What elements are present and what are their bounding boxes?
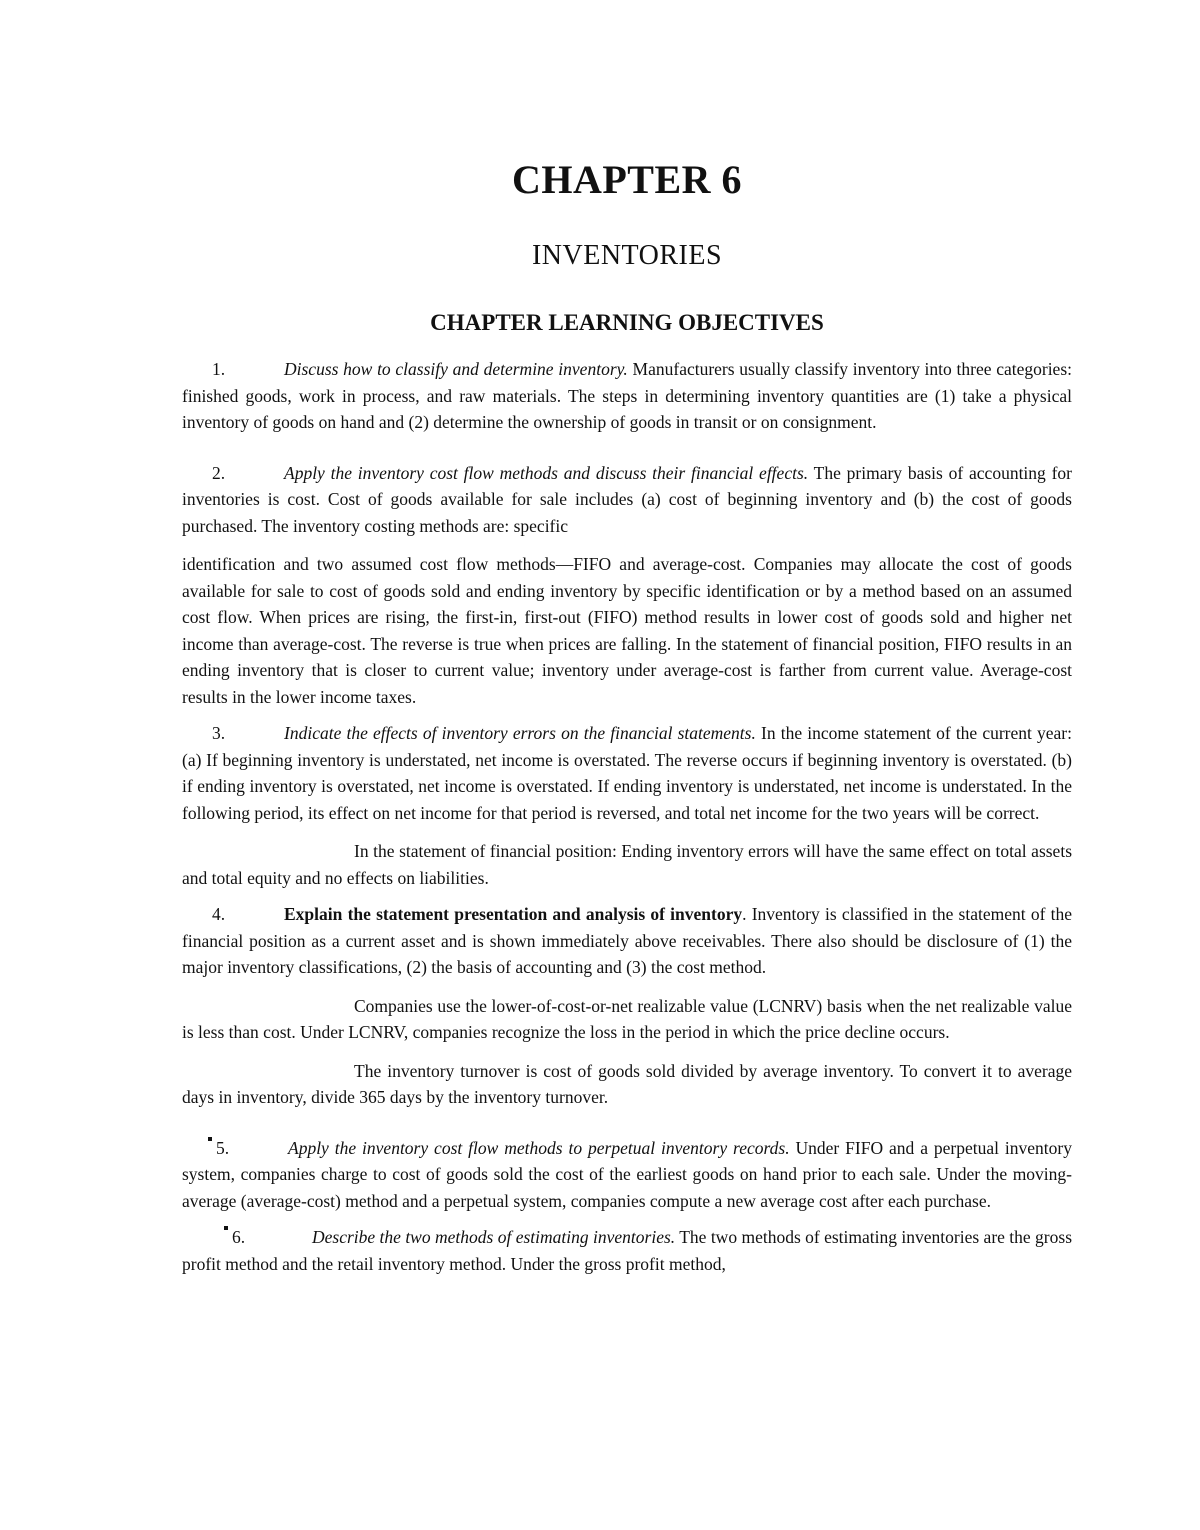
- objective-4-extra: Companies use the lower-of-cost-or-net realizable value (LCNRV) basis when the net realizable value is less than cost. Under LCNRV, companies recognize the loss in the period in which the price decline occurs.: [182, 995, 1072, 1042]
- objective-4: [182, 901, 1072, 981]
- objective-number: [182, 1224, 312, 1251]
- objective-4-extra-2: The inventory turnover is cost of goods sold divided by average inventory. To convert it to average days in inventory, divide 365 days by the inventory turnover.: [182, 1060, 1072, 1107]
- objective-lead: Apply the inventory cost flow methods to perpetual inventory records.: [288, 1137, 790, 1158]
- objective-3-extra: In the statement of financial position: Ending inventory errors will have the same effect on total assets and total equity and no effects on liabilities.: [182, 841, 1072, 888]
- objective-lead: Describe the two methods of estimating inventories.: [312, 1227, 676, 1247]
- objective-5: [182, 1135, 1072, 1215]
- objective-1: [182, 356, 1072, 436]
- objective-body: Manufacturers usually classify inventory into three categories: finished goods, work in process, and raw materials. The steps in determining inventory quantities are (1) take a physical inventory of goods on hand and (2) determine the ownership of goods in transit or on consignment.: [182, 359, 1072, 432]
- objective-2: [182, 460, 1072, 540]
- objective-lead: Discuss how to classify and determine inventory.: [284, 359, 628, 379]
- document-page: [182, 150, 1072, 1277]
- objective-body: The primary basis of accounting for inventories is cost. Cost of goods available for sale includes (a) cost of beginning inventory and (b) the cost of goods purchased. The inventory costing methods are: specific: [182, 462, 1073, 536]
- objective-body: . Inventory is classified in the statement of the financial position as a current asset and is shown immediately above receivables. There also should be disclosure of (1) the major inventory classifications, (2) the basis of accounting and (3) the cost method.: [182, 904, 1072, 977]
- objective-number: 4.: [212, 904, 226, 924]
- objective-6: [182, 1224, 1072, 1277]
- objective-number-text: 6.: [232, 1227, 246, 1247]
- bullet-marker-icon: [208, 1137, 212, 1141]
- objective-body: In the income statement of the current year: (a) If beginning inventory is understated, net income is overstated. The reverse occurs if beginning inventory is overstated. (b) if ending inventory is overstated, net income is overstated. If ending inventory is understated, net income is understated. In the following period, its effect on net income for that period is reversed, and total net income for the two years will be correct.: [182, 723, 1073, 823]
- objective-number: [182, 1135, 288, 1162]
- objective-lead: Explain the statement presentation and analysis of inventory: [284, 904, 743, 924]
- objective-2-continued: identification and two assumed cost flow methods—FIFO and average-cost. Companies may allocate the cost of goods available for sale to cost of goods sold and ending inventory by specific identification or by a method based on an assumed cost flow. When prices are rising, the first-in, first-out (FIFO) method results in lower cost of goods sold and higher net income than average-cost. The reverse is true when prices are falling. In the statement of financial position, FIFO results in an ending inventory that is closer to current value; inventory under average-cost is farther from current value. Average-cost results in the lower income taxes.: [182, 554, 1072, 707]
- objective-body: The two methods of estimating inventories are the gross profit method and the retail inventory method. Under the gross profit method,: [182, 1227, 1073, 1274]
- objective-3: [182, 720, 1072, 826]
- objective-body: Under FIFO and a perpetual inventory system, companies charge to cost of goods sold the cost of the earliest goods on hand prior to each sale. Under the moving-average (average-cost) method and a perpetual system, companies compute a new average cost after each purchase.: [182, 1137, 1072, 1211]
- chapter-subtitle: INVENTORIES: [531, 240, 723, 271]
- objective-number: 3.: [212, 723, 226, 743]
- chapter-title: CHAPTER 6: [511, 157, 743, 202]
- objective-number: 1.: [212, 359, 226, 379]
- objective-number: 2.: [212, 462, 226, 483]
- bullet-marker-icon: [224, 1226, 228, 1230]
- objective-number-text: 5.: [216, 1137, 230, 1158]
- section-heading: CHAPTER LEARNING OBJECTIVES: [430, 310, 824, 335]
- objective-lead: Indicate the effects of inventory errors on the financial statements.: [284, 723, 756, 743]
- objective-lead: Apply the inventory cost flow methods and discuss their financial effects.: [284, 462, 809, 483]
